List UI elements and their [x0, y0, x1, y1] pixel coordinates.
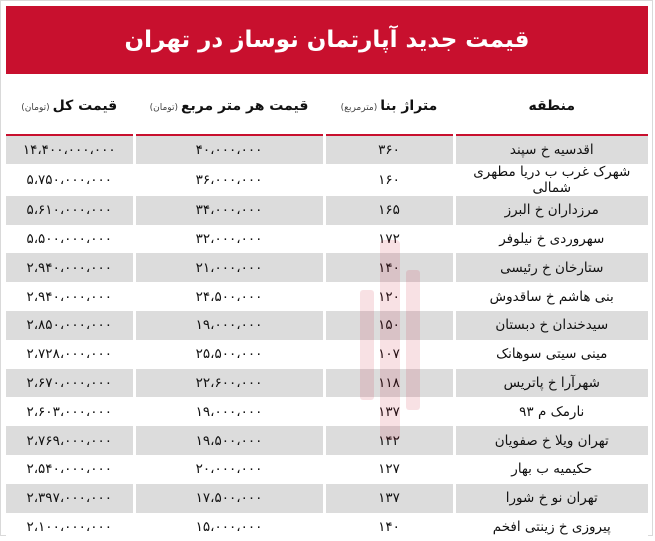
- header-area-unit: (مترمربع): [340, 102, 378, 113]
- cell-area: ۱۳۷: [324, 484, 454, 513]
- cell-price-per-meter: ۱۷،۵۰۰،۰۰۰: [134, 484, 324, 513]
- cell-region: اقدسیه خ سپند: [454, 135, 648, 164]
- table-row: [6, 455, 648, 484]
- table-body: [6, 135, 648, 541]
- header-region: [454, 77, 648, 135]
- cell-total: ۲،۸۵۰،۰۰۰،۰۰۰: [6, 311, 134, 340]
- cell-total: ۲،۶۰۳،۰۰۰،۰۰۰: [6, 397, 134, 426]
- header-price-per-meter-label: قیمت هر متر مربع: [180, 97, 309, 114]
- cell-area: ۱۶۵: [324, 196, 454, 225]
- cell-price-per-meter: ۲۱،۰۰۰،۰۰۰: [134, 253, 324, 282]
- cell-region: نارمک م ۹۳: [454, 397, 648, 426]
- page-title: قیمت جدید آپارتمان نوساز در تهران: [6, 6, 648, 74]
- cell-price-per-meter: ۱۵،۰۰۰،۰۰۰: [134, 513, 324, 541]
- cell-total: ۲،۶۷۰،۰۰۰،۰۰۰: [6, 369, 134, 398]
- cell-area: ۱۶۰: [324, 164, 454, 196]
- cell-total: ۱۴،۴۰۰،۰۰۰،۰۰۰: [6, 135, 134, 164]
- cell-price-per-meter: ۳۲،۰۰۰،۰۰۰: [134, 225, 324, 254]
- table-row: [6, 282, 648, 311]
- cell-total: ۲،۹۴۰،۰۰۰،۰۰۰: [6, 253, 134, 282]
- cell-region: شهرک غرب ب دریا مطهری شمالی: [454, 164, 648, 196]
- cell-total: ۲،۵۴۰،۰۰۰،۰۰۰: [6, 455, 134, 484]
- header-price-per-meter: [134, 77, 324, 135]
- cell-price-per-meter: ۱۹،۰۰۰،۰۰۰: [134, 397, 324, 426]
- table-row: [6, 513, 648, 541]
- table-row: [6, 340, 648, 369]
- cell-region: مینی سیتی سوهانک: [454, 340, 648, 369]
- table-row: [6, 253, 648, 282]
- table-row: [6, 196, 648, 225]
- cell-price-per-meter: ۲۴،۵۰۰،۰۰۰: [134, 282, 324, 311]
- cell-price-per-meter: ۱۹،۰۰۰،۰۰۰: [134, 311, 324, 340]
- cell-region: بنی هاشم خ ساقدوش: [454, 282, 648, 311]
- table-row: [6, 369, 648, 398]
- cell-area: ۱۴۰: [324, 253, 454, 282]
- header-area-label: متراژ بنا: [380, 97, 438, 114]
- cell-total: ۲،۹۴۰،۰۰۰،۰۰۰: [6, 282, 134, 311]
- cell-region: پیروزی خ زینتی افخم: [454, 513, 648, 541]
- table-row: [6, 397, 648, 426]
- cell-area: ۱۲۰: [324, 282, 454, 311]
- table-row: [6, 225, 648, 254]
- table-header-row: [6, 77, 648, 135]
- cell-area: ۱۴۰: [324, 513, 454, 541]
- cell-area: ۱۳۷: [324, 397, 454, 426]
- header-price-per-meter-unit: (تومان): [149, 102, 178, 113]
- cell-price-per-meter: ۲۲،۶۰۰،۰۰۰: [134, 369, 324, 398]
- cell-price-per-meter: ۲۵،۵۰۰،۰۰۰: [134, 340, 324, 369]
- cell-total: ۲،۱۰۰،۰۰۰،۰۰۰: [6, 513, 134, 541]
- cell-price-per-meter: ۴۰،۰۰۰،۰۰۰: [134, 135, 324, 164]
- cell-price-per-meter: ۲۰،۰۰۰،۰۰۰: [134, 455, 324, 484]
- cell-total: ۲،۷۶۹،۰۰۰،۰۰۰: [6, 426, 134, 455]
- table-row: [6, 135, 648, 164]
- cell-region: تهران ویلا خ صفویان: [454, 426, 648, 455]
- cell-area: ۱۲۷: [324, 455, 454, 484]
- header-region-label: منطقه: [528, 97, 576, 114]
- cell-total: ۵،۶۱۰،۰۰۰،۰۰۰: [6, 196, 134, 225]
- cell-total: ۲،۷۲۸،۰۰۰،۰۰۰: [6, 340, 134, 369]
- header-area: [324, 77, 454, 135]
- cell-region: تهران نو خ شورا: [454, 484, 648, 513]
- table-row: [6, 484, 648, 513]
- table-row: [6, 311, 648, 340]
- cell-area: ۱۰۷: [324, 340, 454, 369]
- cell-region: سیدخندان خ دبستان: [454, 311, 648, 340]
- header-total: [6, 77, 134, 135]
- cell-price-per-meter: ۱۹،۵۰۰،۰۰۰: [134, 426, 324, 455]
- cell-region: سهروردی خ نیلوفر: [454, 225, 648, 254]
- cell-area: ۱۷۲: [324, 225, 454, 254]
- cell-price-per-meter: ۳۶،۰۰۰،۰۰۰: [134, 164, 324, 196]
- table-row: [6, 426, 648, 455]
- cell-area: ۳۶۰: [324, 135, 454, 164]
- cell-area: ۱۵۰: [324, 311, 454, 340]
- cell-total: ۵،۵۰۰،۰۰۰،۰۰۰: [6, 225, 134, 254]
- cell-area: ۱۱۸: [324, 369, 454, 398]
- cell-region: حکیمیه ب بهار: [454, 455, 648, 484]
- cell-total: ۵،۷۵۰،۰۰۰،۰۰۰: [6, 164, 134, 196]
- cell-total: ۲،۳۹۷،۰۰۰،۰۰۰: [6, 484, 134, 513]
- header-total-unit: (تومان): [21, 102, 50, 113]
- cell-region: مرزداران خ البرز: [454, 196, 648, 225]
- price-table: [6, 77, 648, 541]
- cell-price-per-meter: ۳۴،۰۰۰،۰۰۰: [134, 196, 324, 225]
- cell-area: ۱۴۲: [324, 426, 454, 455]
- cell-region: ستارخان خ رئیسی: [454, 253, 648, 282]
- header-total-label: قیمت کل: [52, 97, 118, 114]
- cell-region: شهرآرا خ پاتریس: [454, 369, 648, 398]
- table-row: [6, 164, 648, 196]
